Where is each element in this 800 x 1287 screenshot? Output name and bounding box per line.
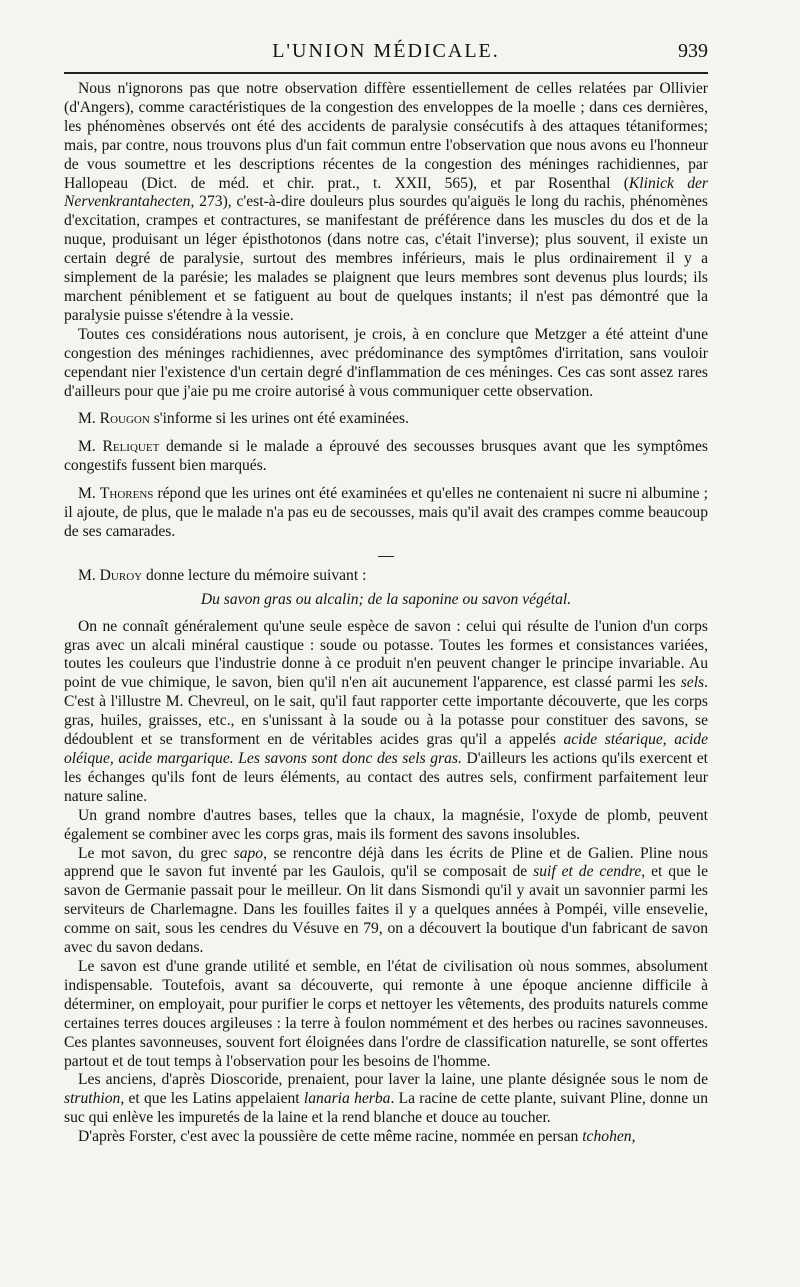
speaker-name: Thorens [99,485,154,503]
text-run: On ne connaît généralement qu'une seule espèce de savon : celui qui résulte de l'union d'un corps gras avec un alcali minéral caustique : soude ou potasse. Toutes les formes et consistances variées, toutes les couleurs que l'industrie donne à ce produit n'en peuvent changer le principe invariable. Au point de vue chimique, le savon, bien qu'il n'en ait aucunement l'apparence, est classé parmi les [64,617,708,692]
speaker-name: Reliquet [102,438,160,456]
italic-run: sapo [233,844,264,862]
italic-run: Klinick der Nervenkrantahecten [64,174,708,211]
text-run: Le mot savon, du grec [78,844,234,862]
text-run: demande si le malade a éprouvé des secousses brusques avant que les symptômes congestifs fussent bien marqués. [64,438,708,475]
italic-run: sels [680,674,705,692]
text-run: répond que les urines ont été examinées et qu'elles ne contenaient ni sucre ni albumine ; il ajoute, de plus, que le malade n'a pas eu de secousses, mais qu'il avait des crampes comme beaucoup de ses camarades. [64,485,708,540]
text-run: , [631,1128,636,1146]
text-run: donne lecture du mémoire suivant : [142,566,367,584]
italic-run: acide stéarique, acide oléique, acide margarique. Les savons sont donc des sels gras. [64,731,708,767]
paragraph-savon-definition [64,618,708,807]
speaker-prefix: M. [78,566,100,584]
text-run: , se rencontre déjà dans les écrits de Pline et de Galien. Pline nous apprend que le savon fut inventé par les Gaulois, qu'il se composait de [64,844,709,881]
text-run: . C'est à l'illustre M. Chevreul, on le sait, qu'il faut rapporter cette importante découverte, que les corps gras, huiles, graisses, etc., en s'unissant à la soude ou à la potasse pour constituer des savons, se dédoublent et se transforment en de véritables acides gras qu'il a appelés [64,674,708,749]
speaker-prefix: M. [78,410,100,428]
page-number: 939 [678,40,708,62]
text-run: , et que le savon de Germanie passait pour le meilleur. On lit dans Sismondi qu'il y avait un savonnier parmi les serviteurs de Charlemagne. Dans les fouilles faites il y a quelques années à Pompéi, ville ensevelie, comme on sait, sous les cendres du Vésuve en 79, on a découvert la boutique d'un fabricant de savon avec du savon dedans. [64,863,708,957]
italic-run: suif et de cendre [533,863,642,881]
text-run: s'informe si les urines ont été examinées. [149,410,409,428]
speaker-prefix: M. [78,485,100,503]
text-run: D'ailleurs les actions qu'ils exercent et les échanges qu'ils font de leurs éléments, au contact des autres sels, confirment parfaitement leur nature saline. [64,750,708,805]
paragraph-thorens [64,485,708,542]
paragraph-anciens [64,1071,708,1128]
page-header [64,40,708,68]
speaker-name: Duroy [99,566,143,584]
paragraph-etymologie [64,845,708,958]
speaker-name: Rougon [99,410,150,428]
speaker-prefix: M. [78,438,103,456]
paragraph-reliquet [64,438,708,476]
paragraph-conclusion: Toutes ces considérations nous autorisent, je crois, à en conclure que Metzger a été atteint d'une congestion des méninges rachidiennes, avec prédominance des symptômes d'irritation, sans vouloir cependant nier l'existence d'un certain degré d'inflammation de ces méninges. Ces cas sont assez rares d'ailleurs pour que j'aie pu me croire autorisé à vous communiquer cette observation. [64,325,708,400]
paragraph-rougon [64,410,708,429]
section-separator [64,548,708,558]
running-title: L'UNION MÉDICALE. [272,40,500,62]
body-text [64,80,708,1147]
paragraph-forster [64,1128,708,1147]
paragraph-duroy [64,567,708,586]
paragraph-observation [64,80,708,326]
memoir-title: Du savon gras ou alcalin; de la saponine ou savon végétal. [200,590,572,608]
text-run: , et que les Latins appelaient [120,1090,304,1108]
text-run: . La racine de cette plante, suivant Pline, donne un suc qui enlève les impuretés de la laine et la rend blanche et douce au toucher. [64,1090,708,1127]
italic-run: struthion [64,1090,121,1108]
header-rule [64,72,708,74]
text-run: D'après Forster, c'est avec la poussière de cette même racine, nommée en persan [78,1128,583,1146]
text-run: Nous n'ignorons pas que notre observation diffère essentiellement de celles relatées par Ollivier (d'Angers), comme caractéristiques de la congestion des enveloppes de la moelle ; dans ces dernières, les phénomènes observés ont été des accidents de paralysie consécutifs à des attaques tétaniformes; mais, par contre, nous trouvons plus d'un fait commun entre l'observation que nous avons eu l'honneur de vous soumettre et les descriptions récentes de la congestion des méninges rachidiennes, par Hallopeau (Dict. de méd. et chir. prat., t. XXII, 565), et par Rosenthal ( [64,80,708,192]
paragraph-utilite: Le savon est d'une grande utilité et semble, en l'état de civilisation où nous sommes, absolument indispensable. Toutefois, avant sa découverte, qui remonte à une époque ancienne difficile à déterminer, on employait, pour purifier le corps et nettoyer les vêtements, des produits naturels comme certaines terres douces argileuses : la terre à foulon nommément et des herbes ou racines savonneuses. Ces plantes savonneuses, souvent fort éloignées dans l'ordre de classification naturelle, se sont offertes partout et de tout temps à l'observation pour les besoins de l'homme. [64,957,708,1070]
italic-run: tchohen [582,1128,632,1146]
text-run: , 273), c'est-à-dire douleurs plus sourdes qu'aiguës le long du rachis, phénomènes d'excitation, crampes et contractures, se manifestant de préférence dans les muscles du dos et de la nuque, produisant un léger épisthotonos (dans notre cas, c'était l'inverse); plus souvent, il existe un certain degré de paralysie, surtout des membres inférieurs, mais le plus ordinairement il y a simplement de la parésie; les malades se plaignent que leurs membres sont devenus plus lourds; ils marchent péniblement et se fatiguent au bout de quelques instants; il n'est pas démontré que la paralysie puisse s'étendre à la vessie. [64,193,708,324]
paragraph-autres-bases: Un grand nombre d'autres bases, telles que la chaux, la magnésie, l'oxyde de plomb, peuvent également se combiner avec les corps gras, mais ils forment des savons insolubles. [64,806,708,843]
italic-run: lanaria herba [303,1090,391,1108]
text-run: Les anciens, d'après Dioscoride, prenaient, pour laver la laine, une plante désignée sous le nom de [78,1071,708,1089]
